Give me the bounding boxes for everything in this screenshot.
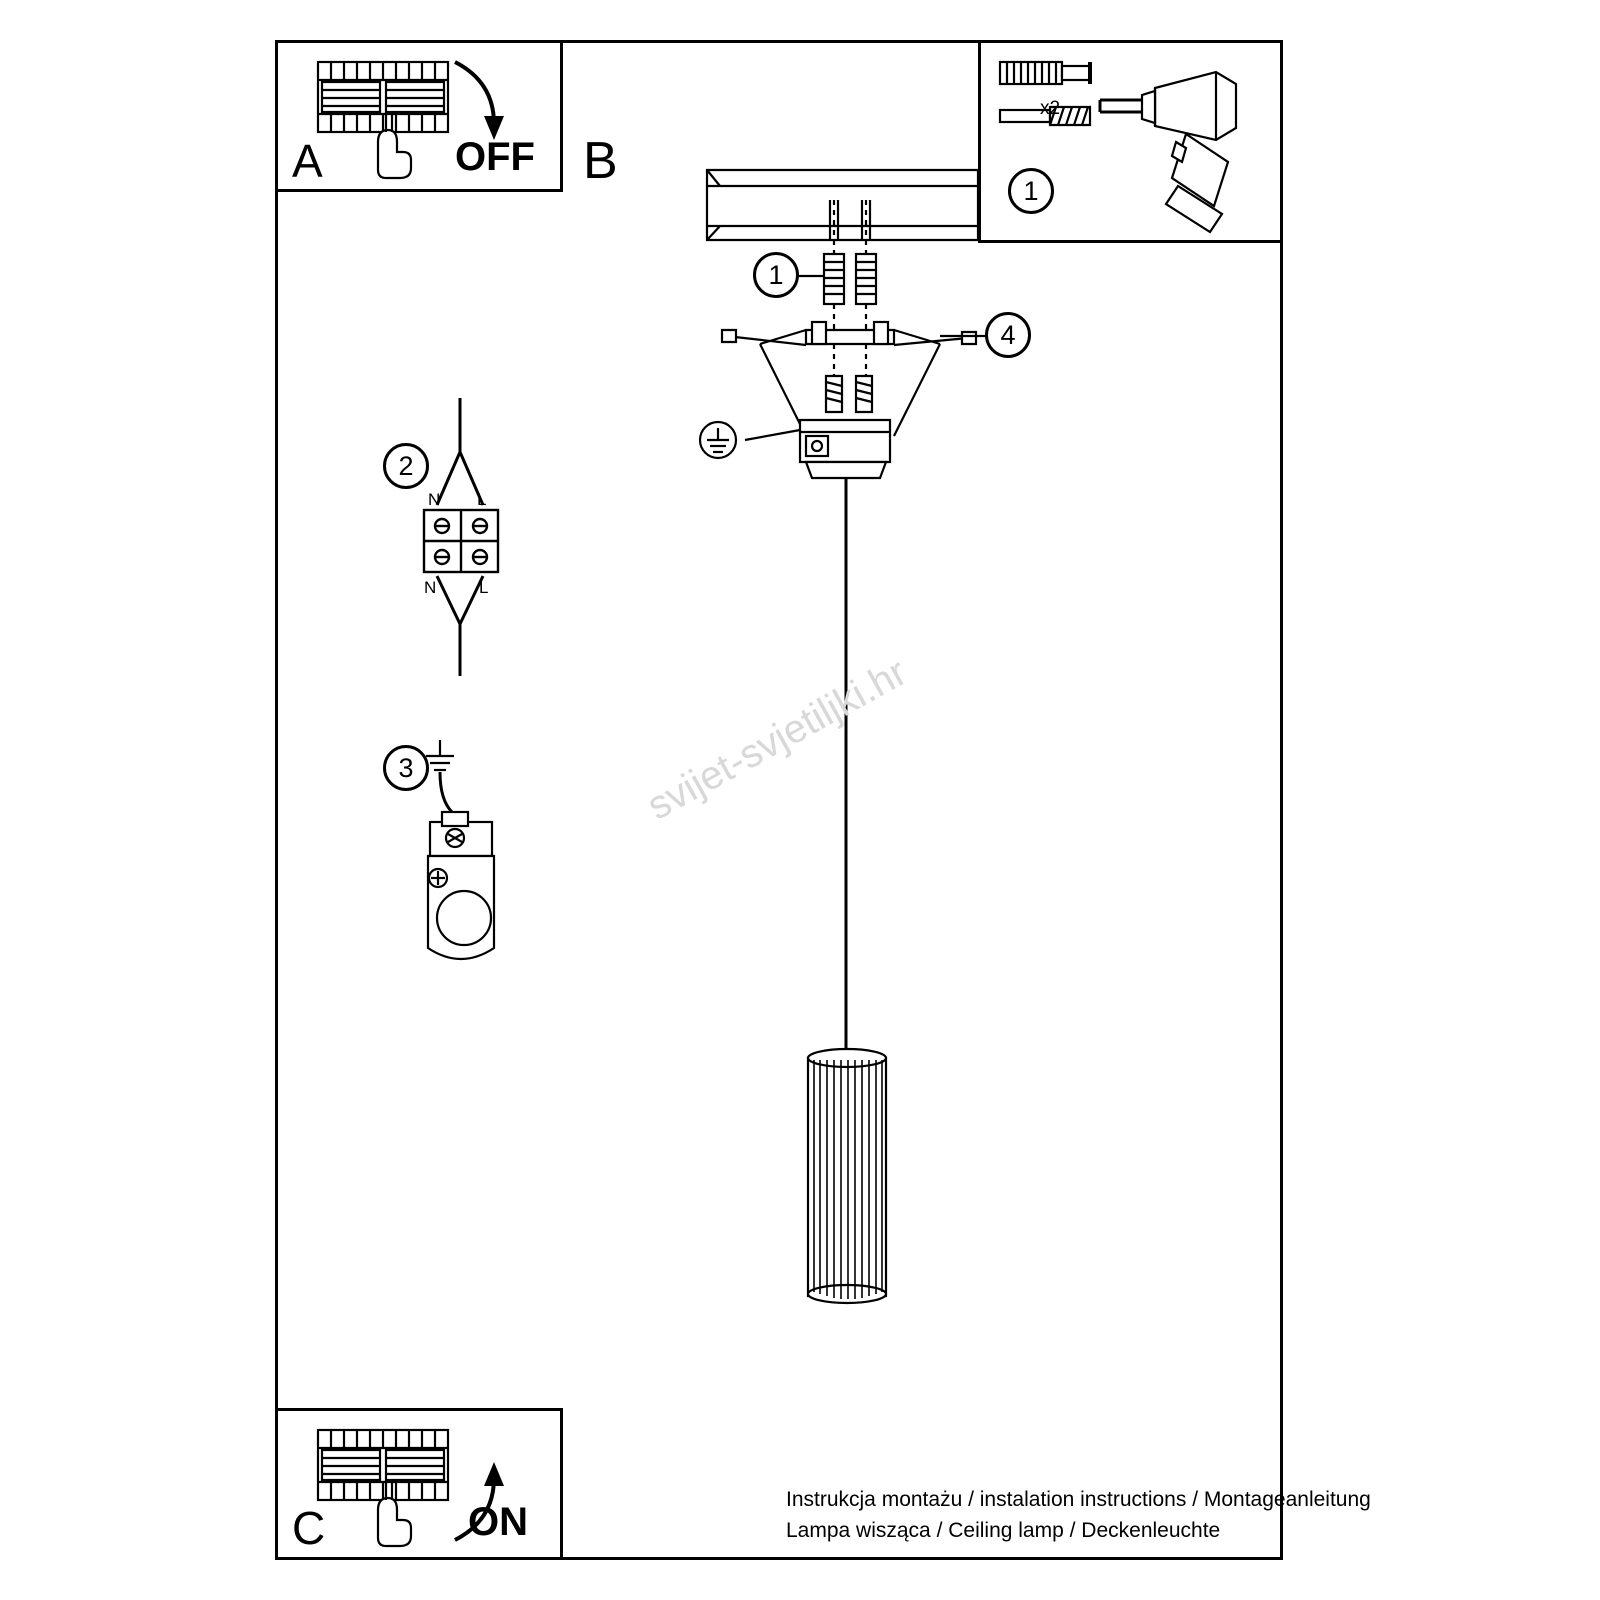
callout-ground-step: 3	[383, 745, 429, 791]
footer-product-line: Lampa wisząca / Ceiling lamp / Deckenleuchte	[786, 1519, 1221, 1542]
panel-c-letter: C	[292, 1502, 326, 1554]
callout-anchor-step: 1	[753, 252, 799, 298]
terminal-label-l-bottom: L	[479, 578, 489, 597]
terminal-label-l-top: L	[477, 490, 487, 509]
anchor-quantity-label: x2	[1040, 98, 1061, 119]
watermark: svijet-svjetiljki.hr	[640, 649, 915, 829]
callout-drill-step: 1	[1008, 168, 1054, 214]
callout-screw-step: 4	[985, 312, 1031, 358]
footer-instructions-line: Instrukcja montażu / instalation instructions / Montageanleitung	[786, 1488, 1371, 1511]
panel-c-on-label: ON	[468, 1500, 528, 1544]
panel-a-letter: A	[292, 135, 323, 187]
panel-a-off-label: OFF	[455, 135, 535, 179]
terminal-label-n-top: N	[428, 490, 441, 509]
callout-terminal-step: 2	[383, 443, 429, 489]
terminal-label-n-bottom: N	[424, 578, 437, 597]
panel-b-letter: B	[583, 132, 618, 190]
